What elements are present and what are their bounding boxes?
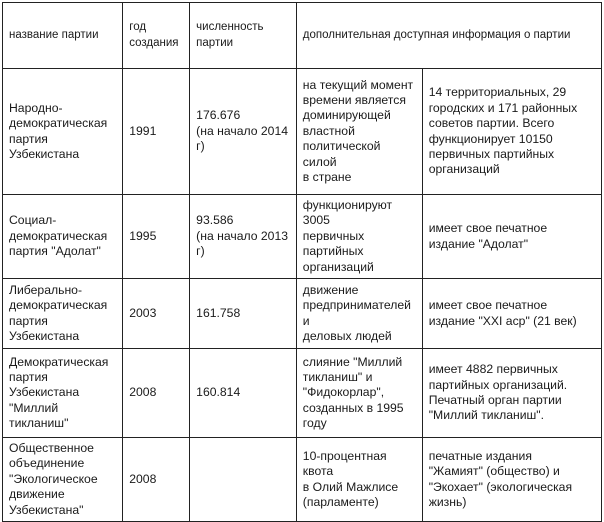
- cell-year: 2008: [123, 438, 190, 522]
- header-additional-info: дополнительная доступная информация о партии: [296, 3, 601, 69]
- cell-year: 1991: [123, 69, 190, 195]
- cell-year: 1995: [123, 195, 190, 279]
- cell-info-1: 10-процентная квота в Олий Мажлисе (парламенте): [296, 438, 422, 522]
- table-row: [3, 69, 602, 195]
- table-row: [3, 195, 602, 279]
- cell-info-1: слияние "Миллий тикланиш" и "Фидокорлар", созданных в 1995 году: [296, 349, 422, 438]
- cell-party-name: Социал- демократическая партия "Адолат": [3, 195, 123, 279]
- table-row: [3, 438, 602, 522]
- cell-party-name: Демократическая партия Узбекистана "Миллий тикланиш": [3, 349, 123, 438]
- header-row: [3, 3, 602, 69]
- cell-info-1: функционируют 3005 первичных партийных организаций: [296, 195, 422, 279]
- cell-info-2: имеет 4882 первичных партийных организаций. Печатный орган партии "Миллий тикланиш".: [422, 349, 601, 438]
- cell-info-1: на текущий момент времени является доминирующей властной политической силой в стране: [296, 69, 422, 195]
- cell-members: [190, 438, 297, 522]
- cell-info-2: 14 территориальных, 29 городских и 171 районных советов партии. Всего функционирует 10150 первичных партийных организаций: [422, 69, 601, 195]
- header-founding-year: год создания: [123, 3, 190, 69]
- cell-year: 2003: [123, 279, 190, 349]
- cell-members: 161.758: [190, 279, 297, 349]
- cell-party-name: Общественное объединение "Экологическое движение Узбекистана": [3, 438, 123, 522]
- cell-members: 160.814: [190, 349, 297, 438]
- cell-members: 93.586 (на начало 2013 г): [190, 195, 297, 279]
- cell-info-2: имеет свое печатное издание "Адолат": [422, 195, 601, 279]
- cell-members: 176.676 (на начало 2014 г): [190, 69, 297, 195]
- cell-info-2: печатные издания "Жамият" (общество) и "Экохает" (экологическая жизнь): [422, 438, 601, 522]
- header-party-name: название партии: [3, 3, 123, 69]
- cell-info-1: движение предпринимателей и деловых людей: [296, 279, 422, 349]
- table-row: [3, 279, 602, 349]
- header-membership: численность партии: [190, 3, 297, 69]
- cell-party-name: Народно- демократическая партия Узбекистана: [3, 69, 123, 195]
- table-row: [3, 349, 602, 438]
- cell-year: 2008: [123, 349, 190, 438]
- cell-party-name: Либерально- демократическая партия Узбекистана: [3, 279, 123, 349]
- party-table: [2, 2, 602, 522]
- cell-info-2: имеет свое печатное издание "XXI аср" (21 век): [422, 279, 601, 349]
